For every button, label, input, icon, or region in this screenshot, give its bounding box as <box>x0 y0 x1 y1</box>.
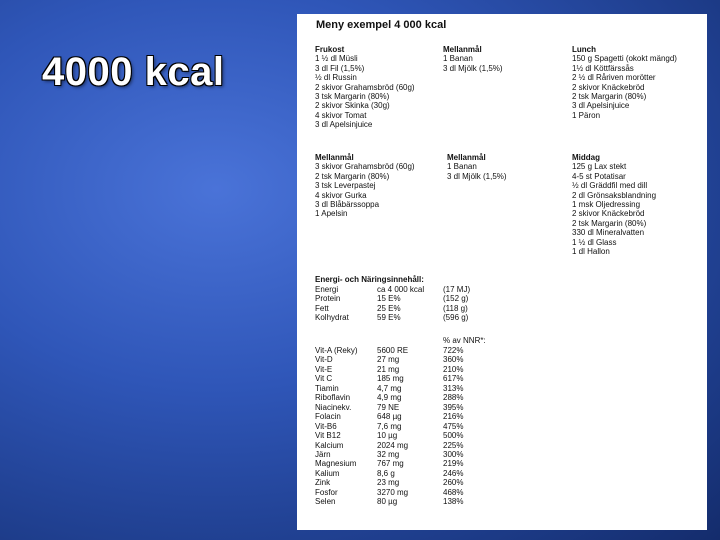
energy-row-value: ca 4 000 kcal <box>377 285 425 294</box>
nutrient-row <box>315 384 705 393</box>
nutrient-row-amount: 79 NE <box>377 402 400 412</box>
nutrient-row-name: Selen <box>315 497 336 507</box>
nutrient-row-pct: 313% <box>443 383 464 393</box>
meal-item: 1 ½ dl Müsli <box>315 54 358 64</box>
energy-row-name: Kolhydrat <box>315 313 349 323</box>
nutrient-row-name: Kalcium <box>315 440 344 450</box>
meal-item-list <box>572 54 677 120</box>
nutrient-row-pct: 722% <box>443 346 464 355</box>
meal-item: 1½ dl Köttfärssås <box>572 63 634 73</box>
nutrient-row-pct: 210% <box>443 364 464 374</box>
meal-item: 2 tsk Margarin (80%) <box>572 218 647 228</box>
nutrient-row-name: Magnesium <box>315 459 357 469</box>
meal-mellanmal-1 <box>443 45 503 73</box>
nutrient-row-amount: 4,7 mg <box>377 383 402 393</box>
energy-row <box>315 294 705 303</box>
nutrient-row-name: Folacin <box>315 412 341 422</box>
meal-item: 2 skivor Knäckebröd <box>572 209 645 219</box>
nutrient-row <box>315 469 705 478</box>
nnr-header-text: % av NNR*: <box>443 336 486 345</box>
meal-item: 4-5 st Potatisar <box>572 171 626 181</box>
meal-item: 2 skivor Knäckebröd <box>572 82 645 92</box>
meal-item: 2 ½ dl Råriven morötter <box>572 73 656 83</box>
nutrient-row <box>315 431 705 440</box>
nutrient-row-name: Vit-E <box>315 364 333 374</box>
meal-item: 1 Päron <box>572 110 601 120</box>
nutrient-row-amount: 3270 mg <box>377 487 409 497</box>
meal-item: 1 dl Hallon <box>572 247 610 257</box>
nutrient-row-amount: 4,9 mg <box>377 393 402 403</box>
energy-row <box>315 304 705 313</box>
meal-item: 3 dl Mjölk (1,5%) <box>447 171 507 181</box>
nutrient-row-pct: 219% <box>443 459 464 469</box>
nutrient-row-pct: 138% <box>443 497 464 507</box>
meal-mellanmal-2 <box>315 153 415 219</box>
energy-row-extra: (118 g) <box>443 303 468 313</box>
meal-frukost <box>315 45 415 130</box>
energy-heading-text: Energi- och Näringsinnehåll: <box>315 275 424 284</box>
energy-row-extra: (152 g) <box>443 294 469 304</box>
nutrient-row-name: Riboflavin <box>315 393 351 403</box>
nutrient-row-amount: 2024 mg <box>377 440 409 450</box>
nutrient-row-amount: 767 mg <box>377 459 404 469</box>
nutrient-row-amount: 10 µg <box>377 431 398 441</box>
nutrient-row-pct: 395% <box>443 402 464 412</box>
nutrient-row <box>315 478 705 487</box>
meal-item: 3 tsk Leverpastej <box>315 181 376 191</box>
nutrient-row-name: Zink <box>315 478 331 488</box>
meal-item: 4 skivor Tomat <box>315 110 367 120</box>
nutrient-row-name: Vit B12 <box>315 431 341 441</box>
meal-item: 2 tsk Margarin (80%) <box>315 171 390 181</box>
meal-item: 3 dl Blåbärssoppa <box>315 200 380 210</box>
nutrient-row-amount: 5600 RE <box>377 346 409 355</box>
energy-row-extra: (596 g) <box>443 313 469 323</box>
meal-heading: Mellanmål <box>443 45 482 54</box>
meal-item: 3 tsk Margarin (80%) <box>315 92 390 102</box>
nutrient-row-amount: 185 mg <box>377 374 404 384</box>
meal-item: 4 skivor Gurka <box>315 190 367 200</box>
energy-row-value: 59 E% <box>377 313 401 323</box>
meal-item: 1 ½ dl Glass <box>572 237 617 247</box>
meal-heading: Lunch <box>572 45 596 54</box>
nutrient-row-pct: 260% <box>443 478 464 488</box>
energy-row-value: 25 E% <box>377 303 401 313</box>
nutrient-row-pct: 475% <box>443 421 464 431</box>
meal-lunch <box>572 45 677 120</box>
nutrient-row-amount: 32 mg <box>377 449 400 459</box>
nutrient-row-amount: 7,6 mg <box>377 421 402 431</box>
energy-row-extra: (17 MJ) <box>443 285 471 294</box>
nutrient-row <box>315 403 705 412</box>
document-title: Meny exempel 4 000 kcal <box>316 19 447 31</box>
nutrient-row-amount: 80 µg <box>377 497 398 507</box>
nutrient-row-pct: 246% <box>443 468 464 478</box>
nutrient-row-name: Vit-A (Reky) <box>315 346 358 355</box>
nutrient-row-pct: 300% <box>443 449 464 459</box>
meal-item-list <box>572 162 656 256</box>
meal-item: 1 Apelsin <box>315 209 348 219</box>
nutrient-row <box>315 365 705 374</box>
meal-heading: Mellanmål <box>447 153 486 162</box>
meal-item-list <box>315 54 415 129</box>
menu-document <box>297 14 707 530</box>
nutrient-row <box>315 393 705 402</box>
nutrient-row-name: Tiamin <box>315 383 339 393</box>
meal-item-list <box>443 54 503 73</box>
nutrient-row <box>315 355 705 364</box>
meal-heading: Mellanmål <box>315 153 354 162</box>
energy-row-name: Fett <box>315 303 329 313</box>
nutrient-row <box>315 346 705 355</box>
nutrient-row-amount: 27 mg <box>377 355 400 365</box>
nutrient-row-name: Vit-D <box>315 355 333 365</box>
nutrient-row <box>315 374 705 383</box>
nutrient-row-pct: 468% <box>443 487 464 497</box>
meal-item: 1 Banan <box>443 54 473 64</box>
meal-item: 2 skivor Grahamsbröd (60g) <box>315 82 415 92</box>
nutrient-row-pct: 617% <box>443 374 464 384</box>
nutrient-row-amount: 23 mg <box>377 478 400 488</box>
meal-item: 1 Banan <box>447 162 477 172</box>
nutrient-table <box>315 346 705 526</box>
meal-item: 3 dl Apelsinjuice <box>572 101 630 111</box>
nutrient-row-pct: 216% <box>443 412 464 422</box>
meal-mellanmal-3 <box>447 153 507 181</box>
nutrient-row <box>315 488 705 497</box>
nutrient-row-amount: 8,6 g <box>377 468 395 478</box>
nutrient-row-pct: 288% <box>443 393 464 403</box>
meal-item: 125 g Lax stekt <box>572 162 627 172</box>
slide-title: 4000 kcal <box>42 50 225 94</box>
nutrient-row-name: Vit C <box>315 374 333 384</box>
meal-item: 3 dl Mjölk (1,5%) <box>443 63 503 73</box>
energy-row <box>315 313 705 322</box>
meal-item: 3 dl Fil (1,5%) <box>315 63 365 73</box>
nutrient-row-amount: 21 mg <box>377 364 400 374</box>
meal-item: 150 g Spagetti (okokt mängd) <box>572 54 677 64</box>
energy-row-name: Protein <box>315 294 341 304</box>
meal-item-list <box>315 162 415 218</box>
meal-item: ½ dl Russin <box>315 73 357 83</box>
nutrient-row-name: Kalium <box>315 468 340 478</box>
nutrient-row-name: Vit-B6 <box>315 421 337 431</box>
meal-item: 1 msk Oljedressing <box>572 200 641 210</box>
nutrient-row-name: Niacinekv. <box>315 402 352 412</box>
meal-item: 3 skivor Grahamsbröd (60g) <box>315 162 415 172</box>
meal-item: 2 tsk Margarin (80%) <box>572 92 647 102</box>
energy-row <box>315 285 705 294</box>
meal-item: ½ dl Gräddfil med dill <box>572 181 648 191</box>
meal-item: 2 dl Grönsaksblandning <box>572 190 657 200</box>
nutrient-row-name: Järn <box>315 449 331 459</box>
nutrient-row <box>315 459 705 468</box>
nutrient-row-amount: 648 µg <box>377 412 402 422</box>
meal-heading: Frukost <box>315 45 345 54</box>
nutrient-row-name: Fosfor <box>315 487 338 497</box>
nutrient-row-pct: 360% <box>443 355 464 365</box>
nutrient-row <box>315 450 705 459</box>
nutrient-row <box>315 412 705 421</box>
nnr-header <box>443 336 486 345</box>
nutrient-row <box>315 422 705 431</box>
meal-middag <box>572 153 656 256</box>
meal-item: 330 dl Mineralvatten <box>572 228 645 238</box>
meal-item: 3 dl Apelsinjuice <box>315 120 373 130</box>
energy-row-value: 15 E% <box>377 294 401 304</box>
meal-heading: Middag <box>572 153 600 162</box>
energy-table <box>315 285 705 325</box>
meal-item: 2 skivor Skinka (30g) <box>315 101 390 111</box>
nutrient-row-pct: 500% <box>443 431 464 441</box>
energy-heading <box>315 275 424 284</box>
energy-row-name: Energi <box>315 285 339 294</box>
nutrient-row-pct: 225% <box>443 440 464 450</box>
meal-item-list <box>447 162 507 181</box>
nutrient-row <box>315 497 705 506</box>
nutrient-row <box>315 441 705 450</box>
